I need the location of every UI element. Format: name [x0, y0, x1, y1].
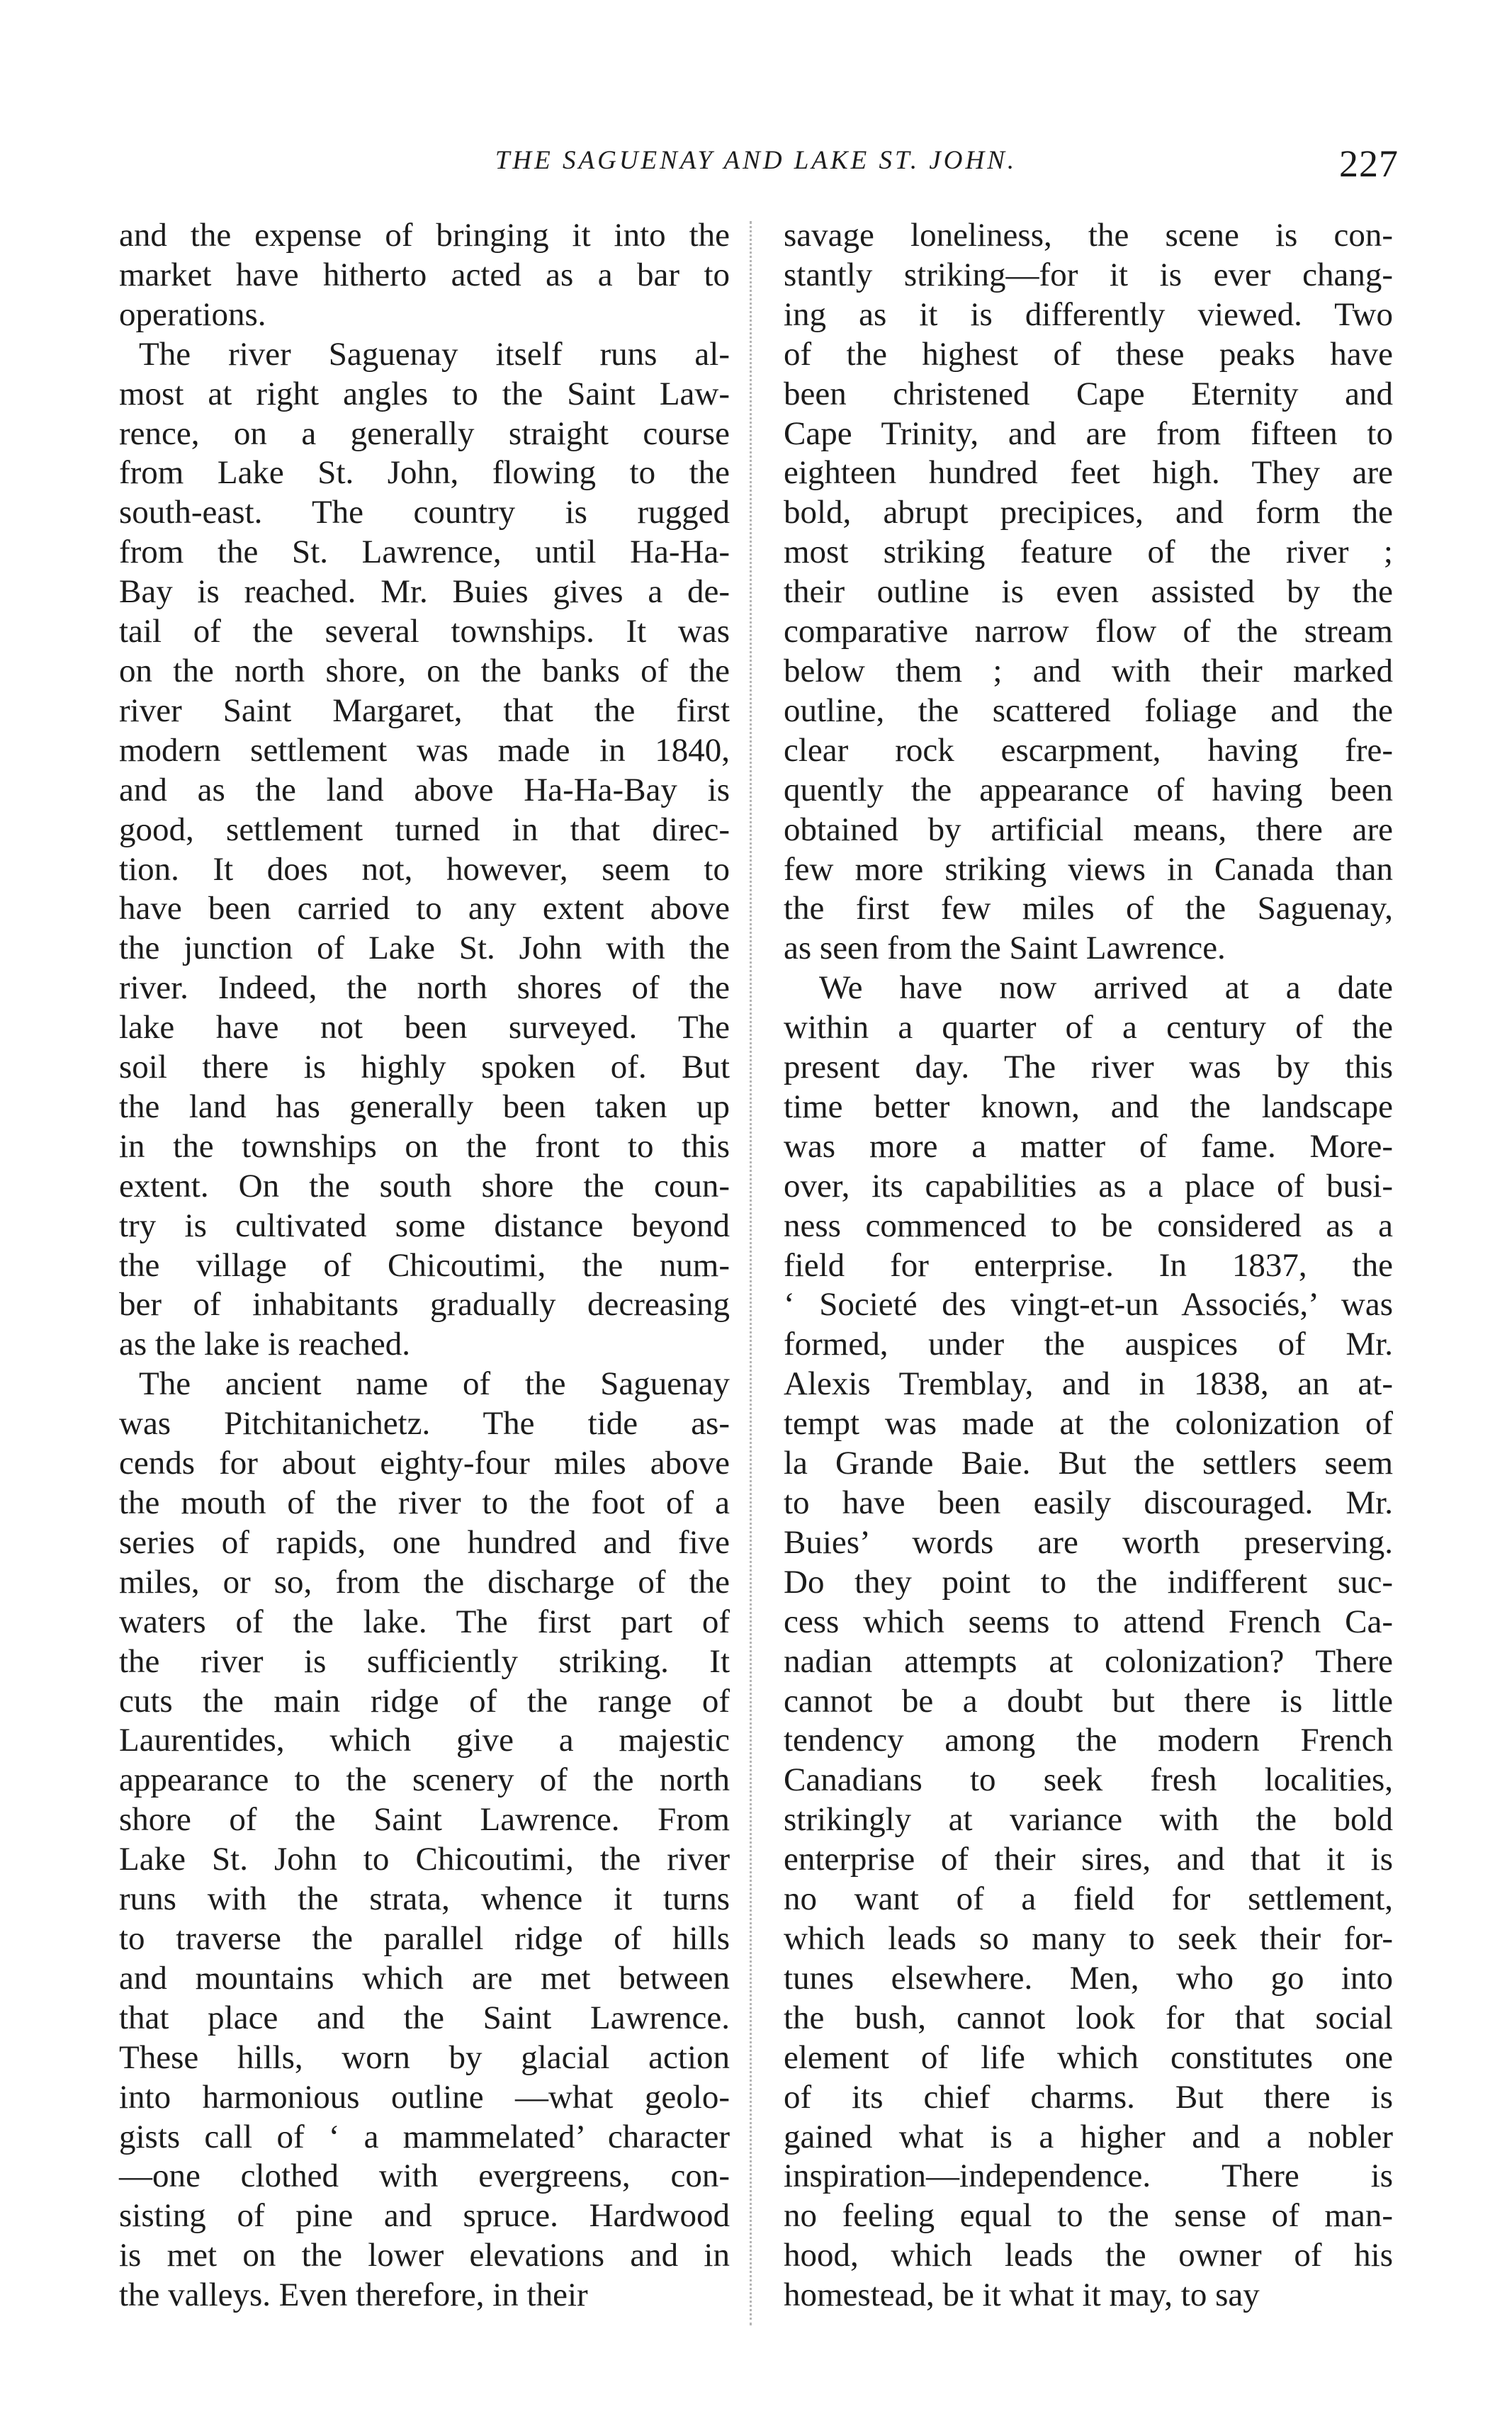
text-line: tail of the several townships. It was — [119, 613, 730, 650]
text-line: few more striking views in Canada than — [784, 850, 1393, 888]
text-line: enterprise of their sires, and that it is — [784, 1841, 1393, 1878]
text-line: from the St. Lawrence, until Ha-Ha- — [119, 534, 730, 571]
text-line: extent. On the south shore the coun- — [119, 1167, 730, 1204]
text-line: which leads so many to seek their for- — [784, 1919, 1393, 1957]
text-line: in the townships on the front to this — [119, 1127, 730, 1165]
text-line: runs with the strata, whence it turns — [119, 1880, 730, 1918]
text-line: formed, under the auspices of Mr. — [784, 1326, 1393, 1363]
text-line: Laurentides, which give a majestic — [119, 1722, 730, 1759]
text-line: sisting of pine and spruce. Hardwood — [119, 2197, 730, 2235]
text-line: soil there is highly spoken of. But — [119, 1049, 730, 1086]
text-line: is met on the lower elevations and in — [119, 2237, 730, 2274]
text-line: Alexis Tremblay, and in 1838, an at- — [784, 1365, 1393, 1403]
right-column — [784, 216, 1393, 2315]
text-line: cends for about eighty-four miles above — [119, 1445, 730, 1482]
text-line: from Lake St. John, flowing to the — [119, 454, 730, 492]
text-line: la Grande Baie. But the settlers seem — [784, 1445, 1393, 1482]
text-line: on the north shore, on the banks of the — [119, 652, 730, 689]
text-line: tunes elsewhere. Men, who go into — [784, 1959, 1393, 1997]
text-line: the junction of Lake St. John with the — [119, 930, 730, 967]
text-line: try is cultivated some distance beyond — [119, 1207, 730, 1244]
text-line: We have now arrived at a date — [819, 969, 1393, 1007]
text-line: strikingly at variance with the bold — [784, 1801, 1393, 1839]
text-line: no feeling equal to the sense of man- — [784, 2197, 1393, 2235]
running-title: THE SAGUENAY AND LAKE ST. JOHN. — [495, 146, 1017, 175]
text-line: to traverse the parallel ridge of hills — [119, 1919, 730, 1957]
text-line: and the expense of bringing it into the — [119, 217, 730, 254]
text-line: quently the appearance of having been — [784, 771, 1393, 808]
text-line: miles, or so, from the discharge of the — [119, 1563, 730, 1601]
text-line: ing as it is differently viewed. Two — [784, 295, 1393, 333]
text-line: Lake St. John to Chicoutimi, the river — [119, 1841, 730, 1878]
text-line: of the highest of these peaks have — [784, 335, 1393, 373]
text-line: comparative narrow flow of the stream — [784, 613, 1393, 650]
text-line: eighteen hundred feet high. They are — [784, 454, 1393, 492]
text-line: tendency among the modern French — [784, 1722, 1393, 1759]
text-line: that place and the Saint Lawrence. — [119, 1999, 730, 2036]
text-line: the village of Chicoutimi, the num- — [119, 1246, 730, 1284]
text-line: river Saint Margaret, that the first — [119, 692, 730, 729]
text-line: over, its capabilities as a place of busi- — [784, 1167, 1393, 1204]
text-line: south-east. The country is rugged — [119, 494, 730, 531]
text-line: within a quarter of a century of the — [784, 1009, 1393, 1046]
text-line: gained what is a higher and a nobler — [784, 2118, 1393, 2155]
text-line: outline, the scattered foliage and the — [784, 692, 1393, 729]
column-rule — [750, 221, 752, 2325]
text-line: and as the land above Ha-Ha-Bay is — [119, 771, 730, 808]
text-line: ber of inhabitants gradually decreasing — [119, 1286, 730, 1324]
text-line: tempt was made at the colonization of — [784, 1405, 1393, 1443]
text-line: of its chief charms. But there is — [784, 2078, 1393, 2116]
text-line: the bush, cannot look for that social — [784, 1999, 1393, 2036]
text-line: clear rock escarpment, having fre- — [784, 731, 1393, 769]
text-line: waters of the lake. The first part of — [119, 1603, 730, 1640]
text-line: cannot be a doubt but there is little — [784, 1682, 1393, 1720]
text-line: savage loneliness, the scene is con- — [784, 217, 1393, 254]
text-line: cess which seems to attend French Ca- — [784, 1603, 1393, 1640]
text-line: operations. — [119, 295, 266, 333]
text-line: Buies’ words are worth preserving. — [784, 1523, 1393, 1561]
text-line: field for enterprise. In 1837, the — [784, 1246, 1393, 1284]
left-column — [119, 216, 730, 2315]
text-line: rence, on a generally straight course — [119, 414, 730, 452]
text-line: tion. It does not, however, seem to — [119, 850, 730, 888]
text-line: no want of a field for settlement, — [784, 1880, 1393, 1918]
text-line: the land has generally been taken up — [119, 1088, 730, 1125]
text-line: ‘ Societé des vingt-et-un Associés,’ was — [784, 1286, 1393, 1324]
text-line: lake have not been surveyed. The — [119, 1009, 730, 1046]
text-line: Canadians to seek fresh localities, — [784, 1761, 1393, 1799]
text-line: most at right angles to the Saint Law- — [119, 375, 730, 412]
text-line: hood, which leads the owner of his — [784, 2237, 1393, 2274]
text-line: as the lake is reached. — [119, 1326, 411, 1363]
text-line: stantly striking—for it is ever chang- — [784, 256, 1393, 293]
text-line: most striking feature of the river ; — [784, 534, 1393, 571]
text-line: Do they point to the indifferent suc- — [784, 1563, 1393, 1601]
text-line: nadian attempts at colonization? There — [784, 1642, 1393, 1680]
text-line: obtained by artificial means, there are — [784, 811, 1393, 848]
text-line: homestead, be it what it may, to say — [784, 2277, 1260, 2314]
text-line: Cape Trinity, and are from fifteen to — [784, 414, 1393, 452]
text-line: —one clothed with evergreens, con- — [119, 2157, 730, 2195]
text-line: the valleys. Even therefore, in their — [119, 2277, 588, 2314]
text-line: the first few miles of the Saguenay, — [784, 890, 1393, 927]
text-line: time better known, and the landscape — [784, 1088, 1393, 1125]
text-line: ness commenced to be considered as a — [784, 1207, 1393, 1244]
text-line: gists call of ‘ a mammelated’ character — [119, 2118, 730, 2155]
text-line: river. Indeed, the north shores of the — [119, 969, 730, 1007]
text-line: the mouth of the river to the foot of a — [119, 1484, 730, 1521]
text-line: have been carried to any extent above — [119, 890, 730, 927]
text-line: was more a matter of fame. More- — [784, 1127, 1393, 1165]
text-line: inspiration—independence. There is — [784, 2157, 1393, 2195]
text-line: shore of the Saint Lawrence. From — [119, 1801, 730, 1839]
text-line: present day. The river was by this — [784, 1049, 1393, 1086]
text-line: their outline is even assisted by the — [784, 573, 1393, 611]
text-line: as seen from the Saint Lawrence. — [784, 930, 1226, 967]
text-line: market have hitherto acted as a bar to — [119, 256, 730, 293]
text-line: The river Saguenay itself runs al- — [139, 335, 730, 373]
text-line: the river is sufficiently striking. It — [119, 1642, 730, 1680]
text-line: bold, abrupt precipices, and form the — [784, 494, 1393, 531]
text-line: to have been easily discouraged. Mr. — [784, 1484, 1393, 1521]
text-line: cuts the main ridge of the range of — [119, 1682, 730, 1720]
text-line: modern settlement was made in 1840, — [119, 731, 730, 769]
text-line: into harmonious outline —what geolo- — [119, 2078, 730, 2116]
text-line: These hills, worn by glacial action — [119, 2038, 730, 2076]
text-line: below them ; and with their marked — [784, 652, 1393, 689]
text-line: good, settlement turned in that direc- — [119, 811, 730, 848]
text-line: appearance to the scenery of the north — [119, 1761, 730, 1799]
text-line: The ancient name of the Saguenay — [139, 1365, 730, 1403]
text-line: series of rapids, one hundred and five — [119, 1523, 730, 1561]
text-line: element of life which constitutes one — [784, 2038, 1393, 2076]
text-line: been christened Cape Eternity and — [784, 375, 1393, 412]
text-line: was Pitchitanichetz. The tide as- — [119, 1405, 730, 1443]
text-line: and mountains which are met between — [119, 1959, 730, 1997]
page-number: 227 — [1339, 142, 1399, 185]
text-line: Bay is reached. Mr. Buies gives a de- — [119, 573, 730, 611]
